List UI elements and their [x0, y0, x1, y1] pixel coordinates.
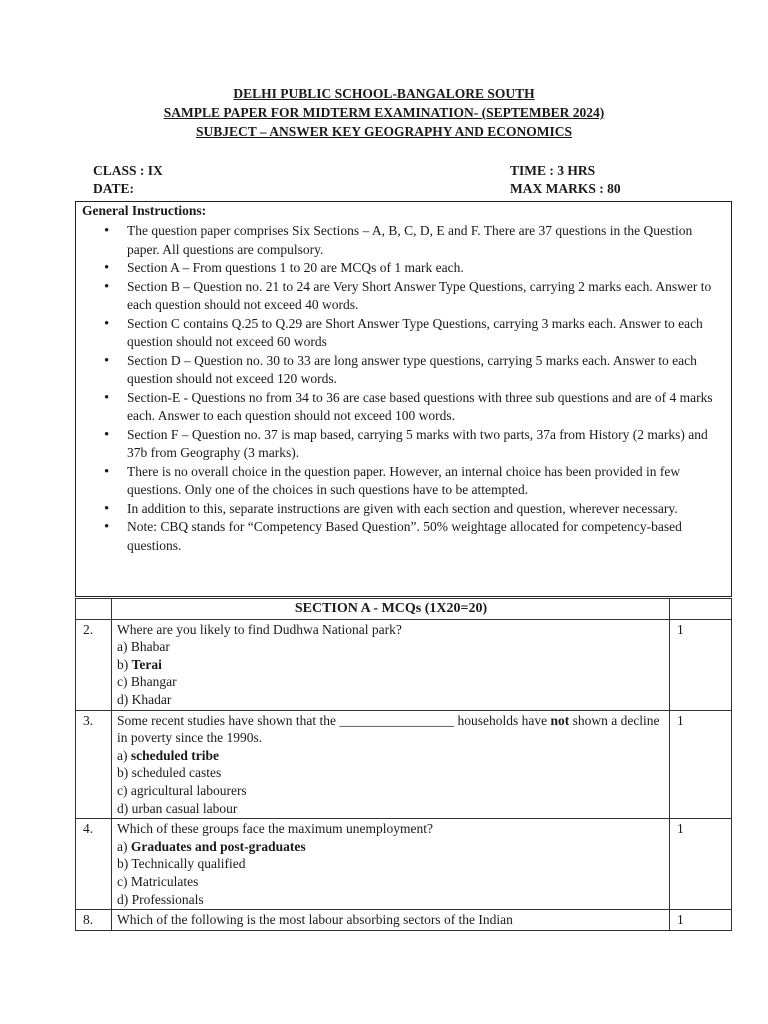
section-header-row: [76, 599, 732, 620]
instructions-title: General Instructions:: [82, 203, 207, 218]
question-body: [112, 619, 670, 710]
instruction-item: • There is no overall choice in the question paper. However, an internal choice has been provided in few questions. Only one of the choices in such questions have to be attempted.: [76, 463, 727, 500]
question-body: [112, 710, 670, 819]
option-prefix: a): [117, 747, 131, 763]
option: c) Bhangar: [117, 674, 177, 690]
question-text: [117, 712, 665, 747]
question-marks: 1: [670, 710, 732, 819]
paper-title: SAMPLE PAPER FOR MIDTERM EXAMINATION- (SEPTEMBER 2024): [163, 105, 605, 120]
question-marks: 1: [670, 910, 732, 931]
question-number: 4.: [76, 819, 112, 910]
max-marks-label: MAX MARKS : 80: [510, 181, 621, 196]
instruction-item: • In addition to this, separate instructions are given with each section and question, wherever necessary.: [76, 500, 727, 519]
instruction-item: • Section C contains Q.25 to Q.29 are Short Answer Type Questions, carrying 3 marks each. Answer to each question should not exceed 60 words: [76, 315, 727, 352]
option: d) Professionals: [117, 891, 204, 907]
class-label: CLASS : IX: [93, 163, 163, 178]
question-row: [76, 819, 732, 910]
option-prefix: a): [117, 838, 131, 854]
question-text: Which of the following is the most labour absorbing sectors of the Indian: [117, 912, 513, 928]
instructions-list: [76, 222, 727, 555]
question-row: [76, 619, 732, 710]
instruction-item: • Section A – From questions 1 to 20 are MCQs of 1 mark each.: [76, 259, 727, 278]
correct-answer: Graduates and post-graduates: [130, 838, 306, 854]
instruction-item: • The question paper comprises Six Sections – A, B, C, D, E and F. There are 37 questions in the Question paper. All questions are compulsory.: [76, 222, 727, 259]
question-number: 3.: [76, 710, 112, 819]
answer-option: [117, 838, 665, 856]
option: c) agricultural labourers: [117, 782, 247, 798]
question-number: 2.: [76, 619, 112, 710]
date-label: DATE:: [93, 181, 135, 196]
question-body: [112, 819, 670, 910]
option: b) scheduled castes: [117, 765, 222, 781]
correct-answer: scheduled tribe: [130, 747, 220, 763]
instruction-item: • Section-E - Questions no from 34 to 36 are case based questions with three sub questions and are of 4 marks each. Answer to each question should not exceed 100 words.: [76, 389, 727, 426]
question-text: Which of these groups face the maximum unemployment?: [117, 821, 434, 837]
question-row: [76, 710, 732, 819]
option: d) Khadar: [117, 691, 172, 707]
question-body: [112, 910, 670, 931]
question-text-part: shown a decline in poverty since the 1990s.: [117, 712, 660, 746]
answer-option: [117, 656, 665, 674]
instruction-item: • Section D – Question no. 30 to 33 are long answer type questions, carrying 5 marks each. Answer to each question should not exceed 120 words.: [76, 352, 727, 389]
answer-option: [117, 747, 665, 765]
question-marks: 1: [670, 619, 732, 710]
correct-answer: Terai: [131, 656, 162, 672]
option: b) Technically qualified: [117, 856, 246, 872]
section-a-table: [75, 598, 732, 931]
school-name: DELHI PUBLIC SCHOOL-BANGALORE SOUTH: [233, 86, 535, 101]
option: a) Bhabar: [117, 639, 170, 655]
question-number: 8.: [76, 910, 112, 931]
question-row: [76, 910, 732, 931]
general-instructions-box: [75, 201, 732, 597]
option: d) urban casual labour: [117, 800, 238, 816]
question-marks: 1: [670, 819, 732, 910]
subject-title: SUBJECT – ANSWER KEY GEOGRAPHY AND ECONOMICS: [195, 124, 573, 139]
option: c) Matriculates: [117, 873, 199, 889]
question-emphasis: not: [550, 712, 570, 728]
question-text: Where are you likely to find Dudhwa National park?: [117, 621, 402, 637]
instruction-item: • Note: CBQ stands for “Competency Based Question”. 50% weightage allocated for competency-based questions.: [76, 518, 727, 555]
question-text-part: Some recent studies have shown that the _________________ households have: [117, 712, 551, 728]
option-prefix: b): [117, 656, 132, 672]
instruction-item: • Section B – Question no. 21 to 24 are Very Short Answer Type Questions, carrying 2 marks each. Answer to each question should not exceed 40 words.: [76, 278, 727, 315]
time-label: TIME : 3 HRS: [510, 163, 596, 178]
section-spacer-cell: [76, 599, 112, 620]
section-a-title: SECTION A - MCQs (1X20=20): [112, 599, 670, 620]
instruction-item: • Section F – Question no. 37 is map based, carrying 5 marks with two parts, 37a from History (2 marks) and 37b from Geography (3 marks).: [76, 426, 727, 463]
section-spacer-cell: [670, 599, 732, 620]
